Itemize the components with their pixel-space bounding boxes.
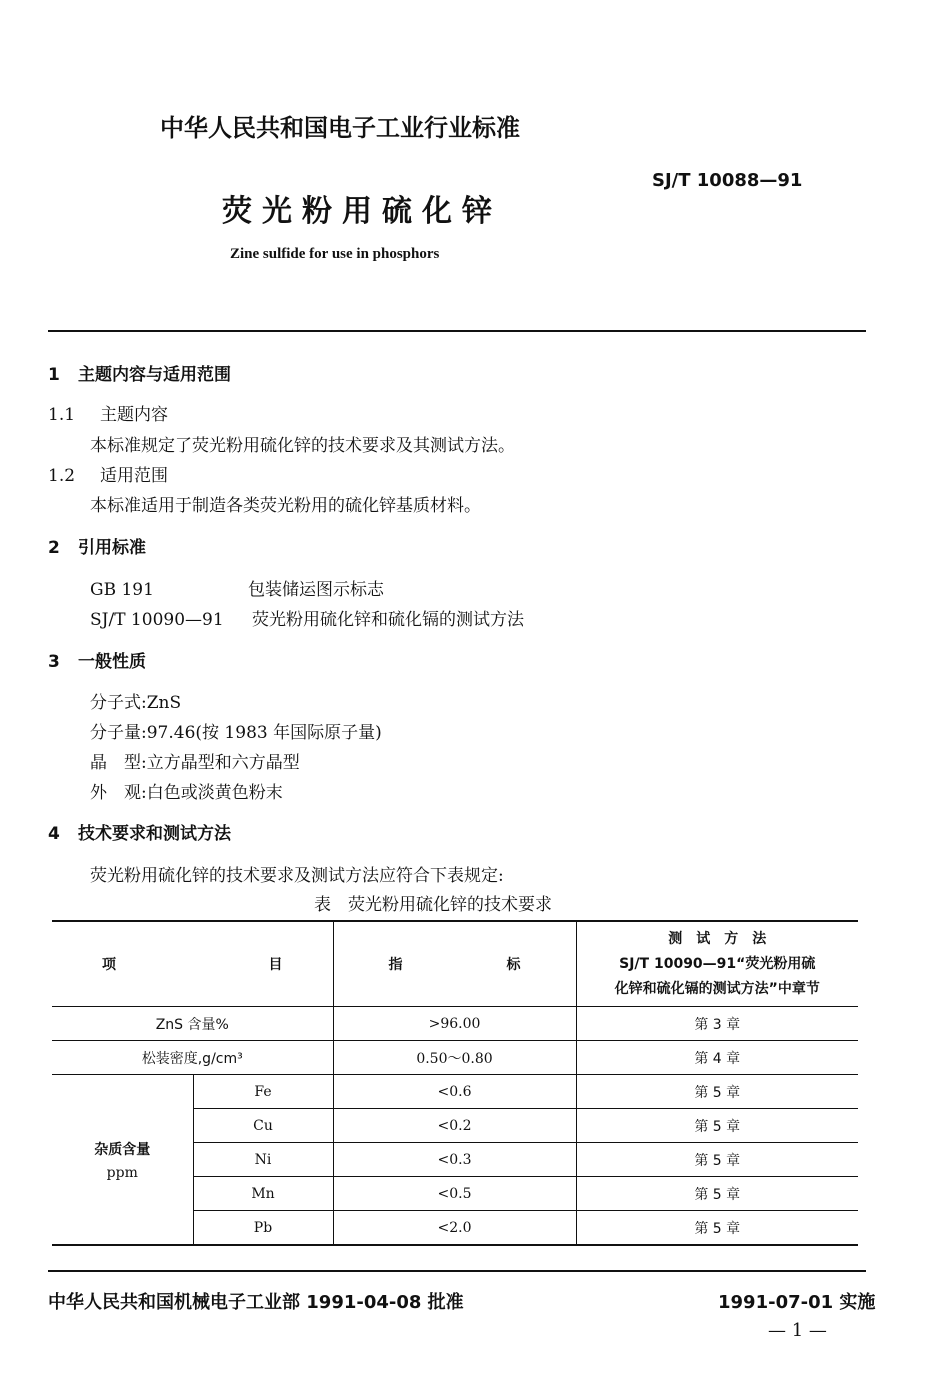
cell-value: <0.2 xyxy=(333,1109,576,1143)
reference-row: GB 191 包装储运图示标志 xyxy=(90,580,384,600)
footer-divider xyxy=(48,1270,866,1272)
cell-element: Pb xyxy=(193,1211,333,1246)
table-header-row xyxy=(52,921,858,1007)
cell-element: Fe xyxy=(193,1075,333,1109)
cell-method: 第 5 章 xyxy=(576,1177,858,1211)
cell-value: 0.50～0.80 xyxy=(333,1041,576,1075)
property-item: 分子式:ZnS xyxy=(90,693,182,713)
section-1-heading: 1 主题内容与适用范围 xyxy=(48,365,231,385)
section-2-heading: 2 引用标准 xyxy=(48,538,146,558)
cell-method: 第 5 章 xyxy=(576,1143,858,1177)
cell-item: ZnS 含量% xyxy=(52,1007,333,1041)
cell-element: Mn xyxy=(193,1177,333,1211)
header-method: 测 试 方 法 SJ/T 10090—91“荧光粉用硫 化锌和硫化镉的测试方法”中章节 xyxy=(576,921,858,1007)
section-1-1-body: 本标准规定了荧光粉用硫化锌的技术要求及其测试方法。 xyxy=(90,436,515,456)
table-row xyxy=(52,1007,858,1041)
section-1-1-heading: 1.1 主题内容 xyxy=(48,405,168,425)
header-divider xyxy=(48,330,866,332)
document-title: 荧光粉用硫化锌 xyxy=(222,194,502,229)
cell-element: Ni xyxy=(193,1143,333,1177)
section-1-2-heading: 1.2 适用范围 xyxy=(48,466,168,486)
cell-method: 第 5 章 xyxy=(576,1075,858,1109)
reference-row: SJ/T 10090—91 荧光粉用硫化锌和硫化镉的测试方法 xyxy=(90,610,524,630)
standard-code: SJ/T 10088—91 xyxy=(652,170,803,191)
property-item: 晶 型:立方晶型和六方晶型 xyxy=(90,753,300,773)
impurity-unit: ppm xyxy=(106,1164,138,1181)
section-3-heading: 3 一般性质 xyxy=(48,652,146,672)
cell-value: <0.6 xyxy=(333,1075,576,1109)
cell-method: 第 4 章 xyxy=(576,1041,858,1075)
cell-method: 第 5 章 xyxy=(576,1211,858,1246)
table-row xyxy=(52,1075,858,1109)
document-subtitle: Zine sulfide for use in phosphors xyxy=(230,246,440,262)
effective-date: 1991-07-01 实施 xyxy=(718,1292,876,1313)
page-number: — 1 — xyxy=(768,1320,827,1341)
section-4-intro: 荧光粉用硫化锌的技术要求及测试方法应符合下表规定: xyxy=(90,866,504,886)
section-4-heading: 4 技术要求和测试方法 xyxy=(48,824,231,844)
impurity-label: 杂质含量 xyxy=(94,1141,151,1158)
cell-value: >96.00 xyxy=(333,1007,576,1041)
organization-header: 中华人民共和国电子工业行业标准 xyxy=(160,114,520,142)
approval-line: 中华人民共和国机械电子工业部 1991-04-08 批准 xyxy=(48,1292,464,1313)
spec-table xyxy=(52,920,858,1246)
cell-element: Cu xyxy=(193,1109,333,1143)
property-item: 外 观:白色或淡黄色粉末 xyxy=(90,783,283,803)
impurity-label-cell xyxy=(52,1075,193,1246)
property-item: 分子量:97.46(按 1983 年国际原子量) xyxy=(90,723,382,743)
cell-value: <2.0 xyxy=(333,1211,576,1246)
cell-method: 第 5 章 xyxy=(576,1109,858,1143)
section-1-2-body: 本标准适用于制造各类荧光粉用的硫化锌基质材料。 xyxy=(90,496,481,516)
cell-method: 第 3 章 xyxy=(576,1007,858,1041)
cell-value: <0.3 xyxy=(333,1143,576,1177)
header-item: 项 目 xyxy=(52,921,333,1007)
cell-value: <0.5 xyxy=(333,1177,576,1211)
header-index: 指 标 xyxy=(333,921,576,1007)
table-row xyxy=(52,1041,858,1075)
cell-item: 松装密度,g/cm³ xyxy=(52,1041,333,1075)
table-caption: 表 荧光粉用硫化锌的技术要求 xyxy=(314,895,552,915)
